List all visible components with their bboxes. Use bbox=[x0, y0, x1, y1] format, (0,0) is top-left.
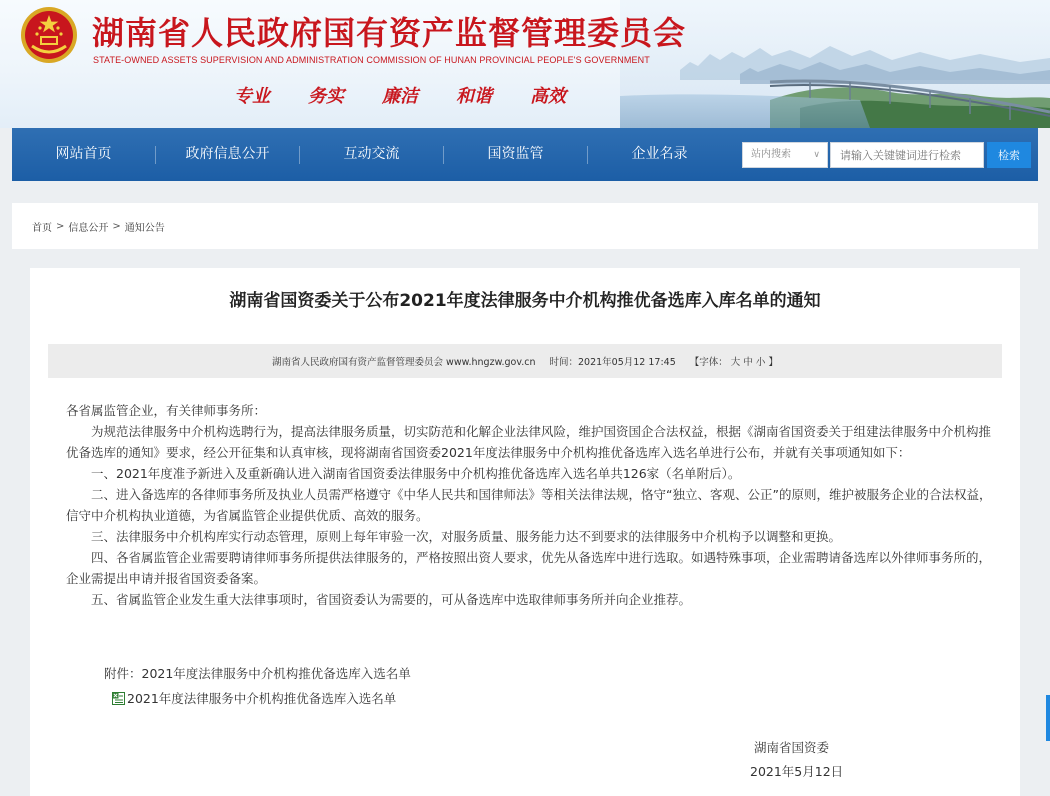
article-title: 湖南省国资委关于公布2021年度法律服务中介机构推优备选库入库名单的通知 bbox=[229, 291, 821, 311]
font-size-small-button[interactable]: 小 bbox=[755, 357, 766, 368]
nav-item-enterprise-list[interactable]: 企业名录 bbox=[631, 146, 688, 162]
article-paragraph: 五、省属监管企业发生重大法律事项时，省国资委认为需要的，可从备选库中选取律师事务所并向企业推荐。 bbox=[91, 592, 692, 607]
font-size-label-close: 】 bbox=[768, 357, 778, 368]
site-header bbox=[0, 0, 1050, 128]
motto-item: 和谐 bbox=[456, 86, 492, 107]
nav-item-supervision[interactable]: 国资监管 bbox=[487, 146, 544, 162]
national-emblem-icon bbox=[20, 6, 78, 64]
nav-item-home[interactable]: 网站首页 bbox=[55, 146, 112, 162]
motto-list bbox=[234, 82, 566, 108]
article-paragraph: 一、2021年度准予新进入及重新确认进入湖南省国资委法律服务中介机构推优备选库入选名单共126家（名单附后）。 bbox=[91, 466, 741, 481]
nav-item-gov-info[interactable]: 政府信息公开 bbox=[185, 146, 270, 162]
font-size-controls bbox=[690, 354, 778, 368]
breadcrumb-separator: > bbox=[112, 220, 121, 232]
nav-item-interaction[interactable]: 互动交流 bbox=[343, 146, 400, 162]
breadcrumb bbox=[12, 203, 1038, 249]
search-input[interactable] bbox=[830, 142, 984, 168]
breadcrumb-separator: > bbox=[56, 220, 65, 232]
main-nav bbox=[12, 128, 1038, 181]
article-paragraph: 为规范法律服务中介机构选聘行为，提高法律服务质量，切实防范和化解企业法律风险，维护国资国企合法权益，根据《湖南省国资委关于组建法律服务中介机构推优备选库的通知》要求，经公开征集和认真审核，现将湖南省国资委2021年度法律服务中介机构推优备选库入选名单进行公布，并就有关事项通知如下： bbox=[66, 424, 992, 460]
font-size-medium-button[interactable]: 中 bbox=[743, 357, 753, 368]
search-scope-label: 站内搜索 bbox=[751, 149, 791, 160]
attachment-link-text[interactable]: 2021年度法律服务中介机构推优备选库入选名单 bbox=[127, 691, 397, 706]
article-panel bbox=[30, 268, 1020, 796]
signature-organization: 湖南省国资委 bbox=[754, 740, 830, 755]
article-salutation: 各省属监管企业，有关律师事务所： bbox=[66, 403, 267, 418]
article-meta-bar bbox=[48, 344, 1002, 378]
scrollbar-thumb[interactable] bbox=[1046, 695, 1050, 741]
motto-item: 高效 bbox=[530, 86, 566, 107]
site-title: 湖南省人民政府国有资产监督管理委员会 bbox=[92, 14, 687, 52]
font-size-label: 【字体： bbox=[689, 357, 728, 368]
article-body bbox=[66, 400, 996, 610]
font-size-large-button[interactable]: 大 bbox=[730, 357, 741, 368]
chevron-down-icon: ∨ bbox=[813, 150, 820, 160]
article-paragraph: 三、法律服务中介机构库实行动态管理，原则上每年审验一次，对服务质量、服务能力达不到要求的法律服务中介机构予以调整和更换。 bbox=[91, 529, 842, 544]
article-paragraph: 二、进入备选库的各律师事务所及执业人员需严格遵守《中华人民共和国律师法》等相关法律法规，恪守“独立、客观、公正”的原则，维护被服务企业的合法权益，信守中介机构执业道德，为省属监管企业提供优质、高效的服务。 bbox=[66, 487, 992, 523]
search-scope-select[interactable] bbox=[742, 142, 828, 168]
motto-item: 廉洁 bbox=[382, 86, 418, 107]
article-paragraph: 四、各省属监管企业需要聘请律师事务所提供法律服务的，严格按照出资人要求，优先从备选库中进行选取。如遇特殊事项，企业需聘请备选库以外律师事务所的，企业需提出申请并报省国资委备案。 bbox=[66, 550, 992, 586]
excel-file-icon bbox=[112, 692, 125, 705]
article-time: 时间：2021年05月12 17:45 bbox=[549, 357, 676, 368]
article-source: 湖南省人民政府国有资产监督管理委员会 www.hngzw.gov.cn bbox=[272, 357, 536, 368]
search-button[interactable]: 检索 bbox=[987, 142, 1031, 168]
motto-item: 务实 bbox=[308, 86, 344, 107]
attachment-link[interactable] bbox=[112, 689, 396, 707]
breadcrumb-home[interactable]: 首页 bbox=[32, 222, 52, 234]
breadcrumb-notices[interactable]: 通知公告 bbox=[124, 222, 165, 234]
breadcrumb-info-public[interactable]: 信息公开 bbox=[68, 222, 109, 234]
signature-date: 2021年5月12日 bbox=[750, 764, 844, 779]
site-subtitle: STATE-OWNED ASSETS SUPERVISION AND ADMINISTRATION COMMISSION OF HUNAN PROVINCIAL PEOPLE'S GOVERNMENT bbox=[93, 55, 650, 65]
attachment-label: 附件：2021年度法律服务中介机构推优备选库入选名单 bbox=[104, 666, 411, 681]
motto-item: 专业 bbox=[234, 86, 270, 107]
